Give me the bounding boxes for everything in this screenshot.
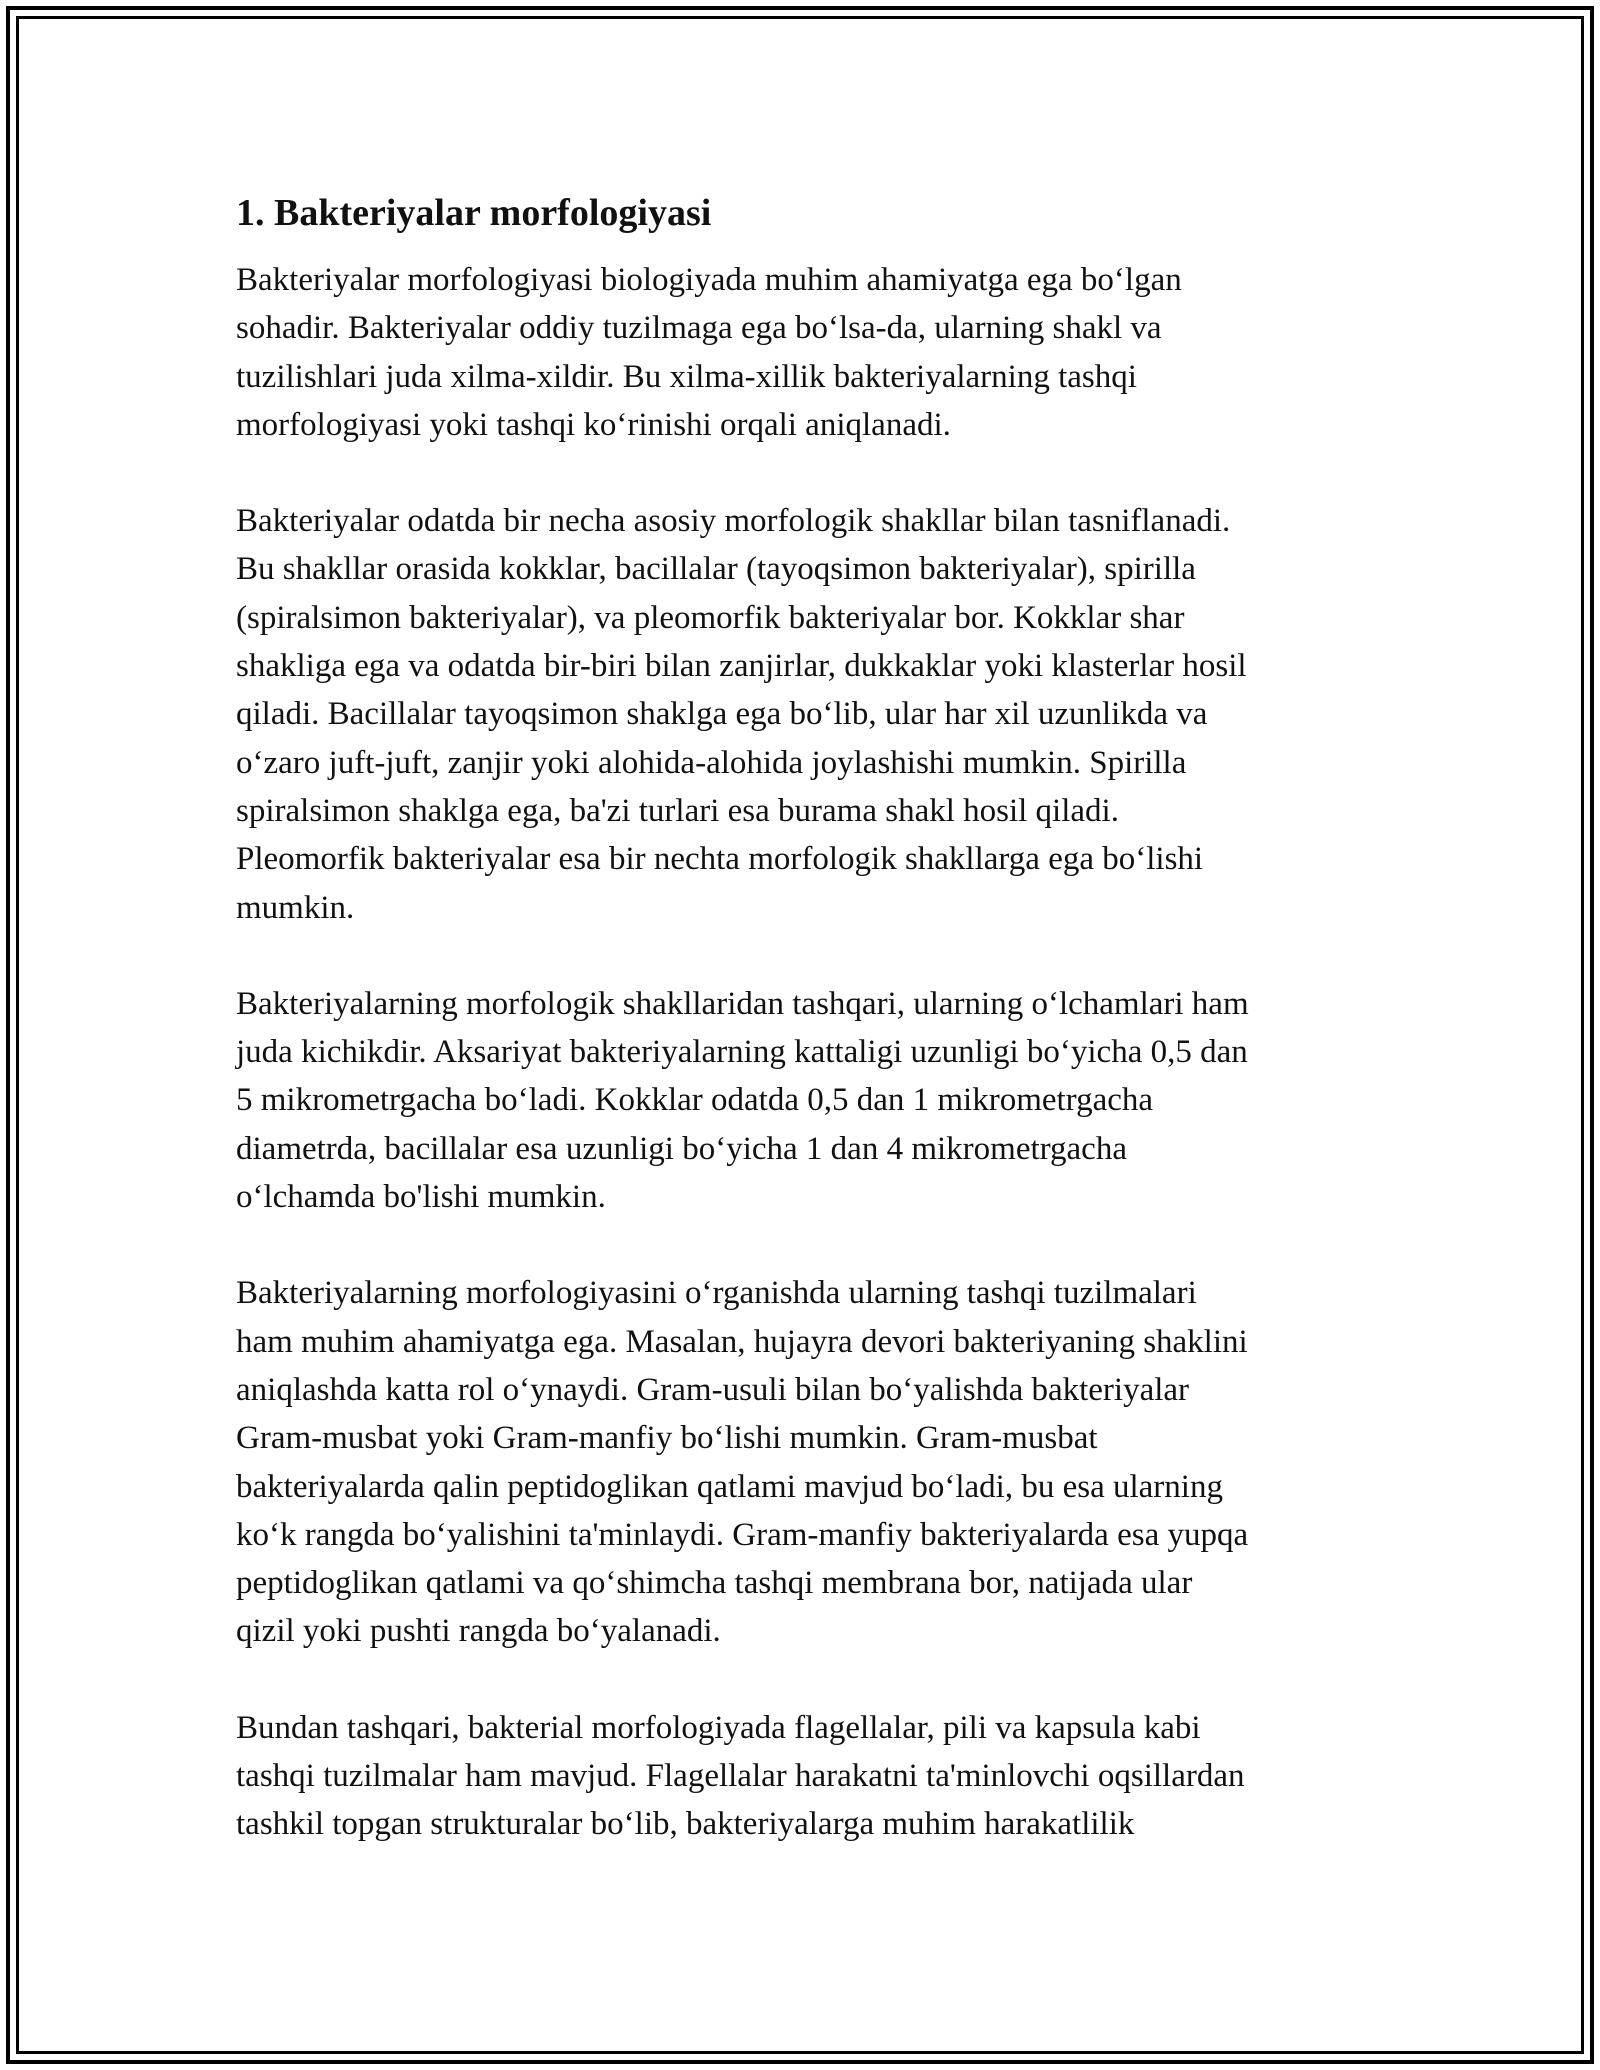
text-line: peptidoglikan qatlami va qoʻshimcha tashqi membrana bor, natijada ular	[236, 1565, 1193, 1602]
paragraph-2	[236, 497, 1376, 932]
text-line: sohadir. Bakteriyalar oddiy tuzilmaga ega boʻlsa-da, ularning shakl va	[236, 310, 1162, 347]
paragraph-1	[236, 256, 1376, 449]
text-line: spiralsimon shaklga ega, ba'zi turlari esa burama shakl hosil qiladi.	[236, 792, 1119, 829]
paragraph-4	[236, 1269, 1376, 1655]
text-line: 5 mikrometrgacha boʻladi. Kokklar odatda 0,5 dan 1 mikrometrgacha	[236, 1082, 1154, 1119]
text-line: oʻzaro juft-juft, zanjir yoki alohida-alohida joylashishi mumkin. Spirilla	[236, 744, 1187, 781]
paragraph-3	[236, 980, 1376, 1221]
text-line: Bakteriyalar odatda bir necha asosiy morfologik shakllar bilan tasniflanadi.	[236, 503, 1231, 540]
text-line: tuzilishlari juda xilma-xildir. Bu xilma-xillik bakteriyalarning tashqi	[236, 358, 1137, 395]
text-line: diametrda, bacillalar esa uzunligi boʻyicha 1 dan 4 mikrometrgacha	[236, 1130, 1127, 1167]
text-line: Bakteriyalar morfologiyasi biologiyada muhim ahamiyatga ega boʻlgan	[236, 262, 1182, 298]
section-heading: 1. Bakteriyalar morfologiyasi	[236, 192, 712, 234]
text-line: koʻk rangda boʻyalishini ta'minlaydi. Gram-manfiy bakteriyalarda esa yupqa	[236, 1516, 1249, 1553]
text-line: Bundan tashqari, bakterial morfologiyada flagellalar, pili va kapsula kabi	[236, 1709, 1201, 1746]
text-line: oʻlchamda bo'lishi mumkin.	[236, 1179, 606, 1216]
text-line: qizil yoki pushti rangda boʻyalanadi.	[236, 1613, 721, 1650]
text-line: tashkil topgan strukturalar boʻlib, bakteriyalarga muhim harakatlilik	[236, 1806, 1135, 1843]
text-line: bakteriyalarda qalin peptidoglikan qatlami mavjud boʻladi, bu esa ularning	[236, 1468, 1223, 1505]
text-line: shakliga ega va odatda bir-biri bilan zanjirlar, dukkaklar yoki klasterlar hosil	[236, 648, 1247, 685]
text-line: qiladi. Bacillalar tayoqsimon shaklga ega boʻlib, ular har xil uzunlikda va	[236, 696, 1208, 733]
text-line: Gram-musbat yoki Gram-manfiy boʻlishi mumkin. Gram-musbat	[236, 1420, 1098, 1457]
text-line: morfologiyasi yoki tashqi koʻrinishi orqali aniqlanadi.	[236, 406, 951, 443]
text-line: Pleomorfik bakteriyalar esa bir nechta morfologik shakllarga ega boʻlishi	[236, 841, 1204, 878]
text-line: mumkin.	[236, 889, 355, 926]
text-line: Bu shakllar orasida kokklar, bacillalar (tayoqsimon bakteriyalar), spirilla	[236, 551, 1196, 588]
text-line: ham muhim ahamiyatga ega. Masalan, hujayra devori bakteriyaning shaklini	[236, 1323, 1248, 1360]
text-line: juda kichikdir. Aksariyat bakteriyalarning kattaligi uzunligi boʻyicha 0,5 dan	[236, 1034, 1248, 1071]
text-line: Bakteriyalarning morfologiyasini oʻrganishda ularning tashqi tuzilmalari	[236, 1275, 1197, 1312]
text-line: Bakteriyalarning morfologik shakllaridan tashqari, ularning oʻlchamlari ham	[236, 985, 1249, 1022]
text-line: tashqi tuzilmalar ham mavjud. Flagellalar harakatni ta'minlovchi oqsillardan	[236, 1758, 1245, 1795]
text-line: aniqlashda katta rol oʻynaydi. Gram-usuli bilan boʻyalishda bakteriyalar	[236, 1371, 1190, 1408]
document-body	[236, 188, 1376, 1897]
text-line: (spiralsimon bakteriyalar), va pleomorfik bakteriyalar bor. Kokklar shar	[236, 599, 1185, 636]
paragraph-5	[236, 1704, 1376, 1849]
